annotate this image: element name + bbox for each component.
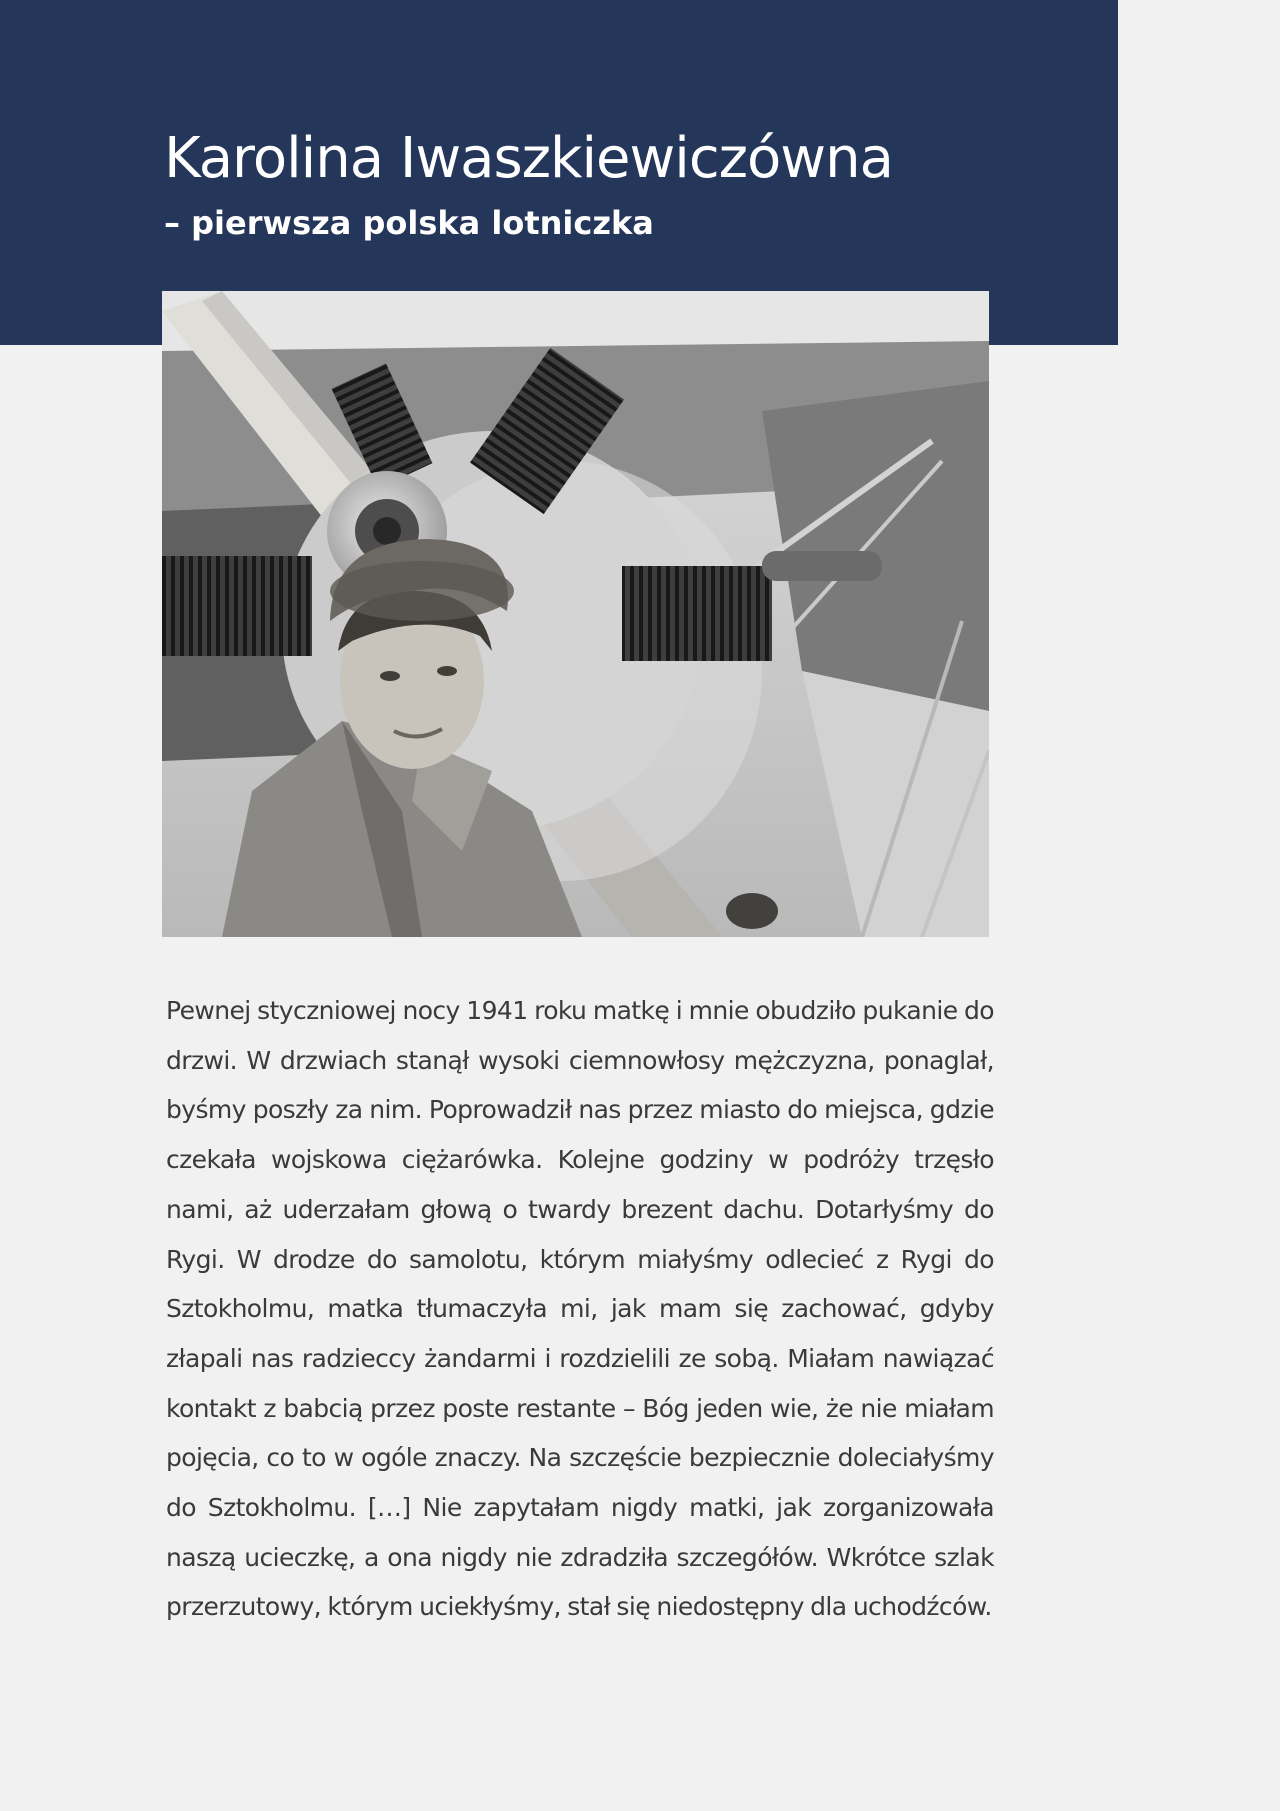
body-paragraph: Pewnej styczniowej nocy 1941 roku matkę i mnie obudziło pukanie do drzwi. W drzwiach stanął wysoki ciemnowłosy mężczyzna, ponaglał, byśmy poszły za nim. Poprowadził nas przez miasto do miejsca, gdzie czekała wojskowa ciężarówka. Kolejne godziny w podróży trzęsło nami, aż uderzałam głową o twardy brezent dachu. Dotarłyśmy do Rygi. W drodze do samolotu, którym miałyśmy odlecieć z Rygi do Sztokholmu, matka tłumaczyła mi, jak mam się zachować, gdyby złapali nas radzieccy żandarmi i rozdzielili ze sobą. Miałam nawiązać kontakt z babcią przez poste restante – Bóg jeden wie, że nie miałam pojęcia, co to w ogóle znaczy. Na szczęście bezpiecznie doleciałyśmy do Sztokholmu. […] Nie zapytałam nigdy matki, jak zorganizowała naszą ucieczkę, a ona nigdy nie zdradziła szczegółów. Wkrótce szlak przerzutowy, którym uciekłyśmy, stał się niedostępny dla uchodźców. bbox=[166, 996, 994, 1622]
photograph-illustration bbox=[162, 291, 989, 937]
photograph bbox=[162, 291, 989, 937]
page-title: Karolina Iwaszkiewiczówna bbox=[164, 126, 893, 191]
page-subtitle: – pierwsza polska lotniczka bbox=[164, 204, 654, 242]
